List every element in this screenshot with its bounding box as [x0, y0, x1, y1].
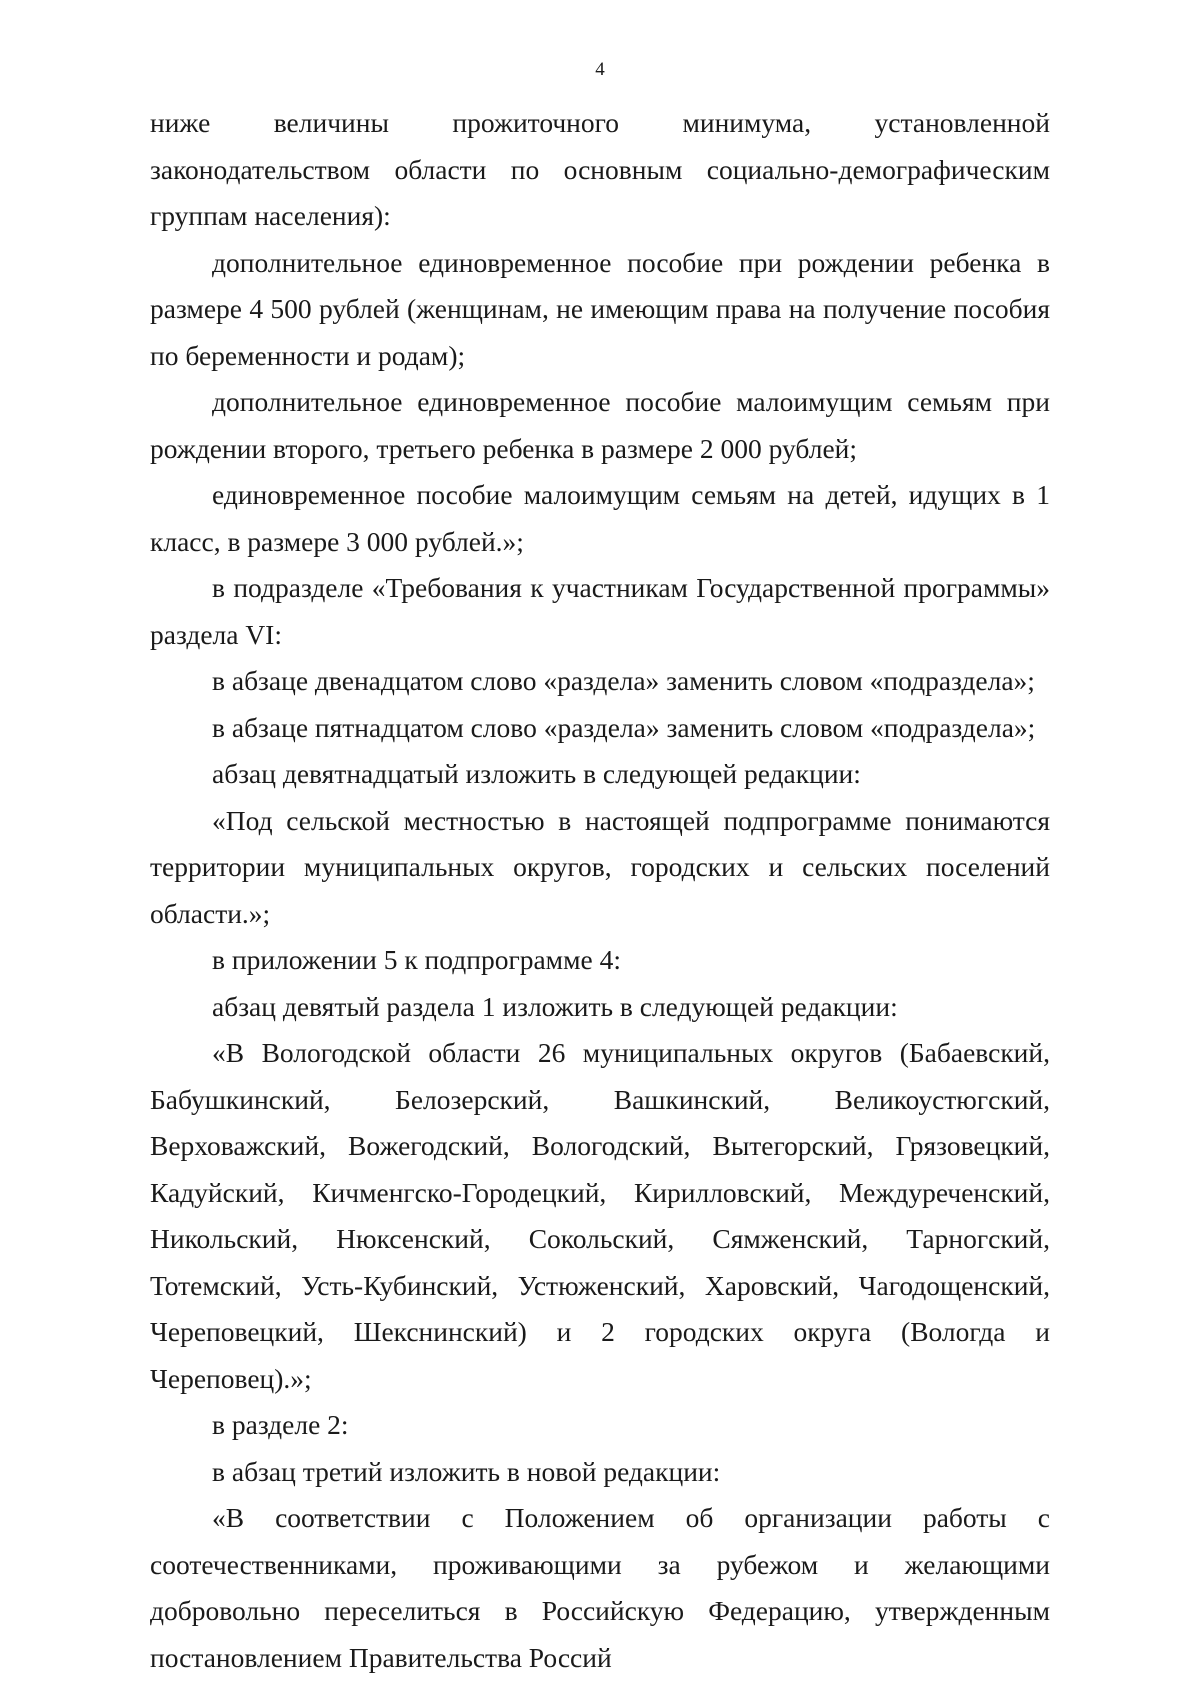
paragraph-continuation: ниже величины прожиточного минимума, установленной законодательством области по основным социально-демографическим группам населения):: [150, 107, 1050, 231]
paragraph-first-grade-allowance: единовременное пособие малоимущим семьям на детей, идущих в 1 класс, в размере 3 000 рублей.»;: [150, 479, 1050, 557]
document-body: [150, 100, 1050, 1681]
paragraph-ninth-abzac: абзац девятый раздела 1 изложить в следующей редакции:: [212, 990, 898, 1022]
paragraph-rural-definition: «Под сельской местностью в настоящей подпрограмме понимаются территории муниципальных округов, городских и сельских поселений области.»;: [150, 804, 1050, 929]
paragraph-compatriots-regulation: «В соответствии с Положением об организации работы с соотечественниками, проживающими за рубежом и желающими добровольно переселиться в Российскую Федерацию, утвержденным постановлением Правительства Россий: [150, 1502, 1050, 1673]
page-number: 4: [595, 59, 605, 80]
paragraph-third-abzac: в абзац третий изложить в новой редакции:: [212, 1455, 721, 1487]
paragraph-appendix-5: в приложении 5 к подпрограмме 4:: [212, 944, 621, 975]
paragraph-subsection-requirements: в подразделе «Требования к участникам Государственной программы» раздела VI:: [150, 572, 1050, 650]
paragraph-section-2: в разделе 2:: [212, 1409, 349, 1440]
paragraph-fifteenth-abzac: в абзаце пятнадцатом слово «раздела» заменить словом «подраздела»;: [212, 711, 1036, 743]
paragraph-second-third-child-allowance: дополнительное единовременное пособие малоимущим семьям при рождении второго, третьего ребенка в размере 2 000 рублей;: [150, 386, 1050, 464]
paragraph-municipal-districts: «В Вологодской области 26 муниципальных округов (Бабаевский, Бабушкинский, Белозерский, Вашкинский, Великоустюгский, Верховажский, Вожегодский, Вологодский, Вытегорский, Грязовецкий, Кадуйский, Кичменгско-Городецкий, Кирилловский, Междуреченский, Никольский, Нюксенский, Сокольский, Сямженский, Тарногский, Тотемский, Усть-Кубинский, Устюженский, Харовский, Чагодощенский, Череповецкий, Шекснинский) и 2 городских округа (Вологда и Череповец).»;: [150, 1037, 1050, 1394]
paragraph-nineteenth-abzac: абзац девятнадцатый изложить в следующей редакции:: [212, 758, 861, 789]
paragraph-birth-allowance: дополнительное единовременное пособие при рождении ребенка в размере 4 500 рублей (женщинам, не имеющим права на получение пособия по беременности и родам);: [150, 246, 1050, 371]
paragraph-twelfth-abzac: в абзаце двенадцатом слово «раздела» заменить словом «подраздела»;: [212, 665, 1035, 696]
